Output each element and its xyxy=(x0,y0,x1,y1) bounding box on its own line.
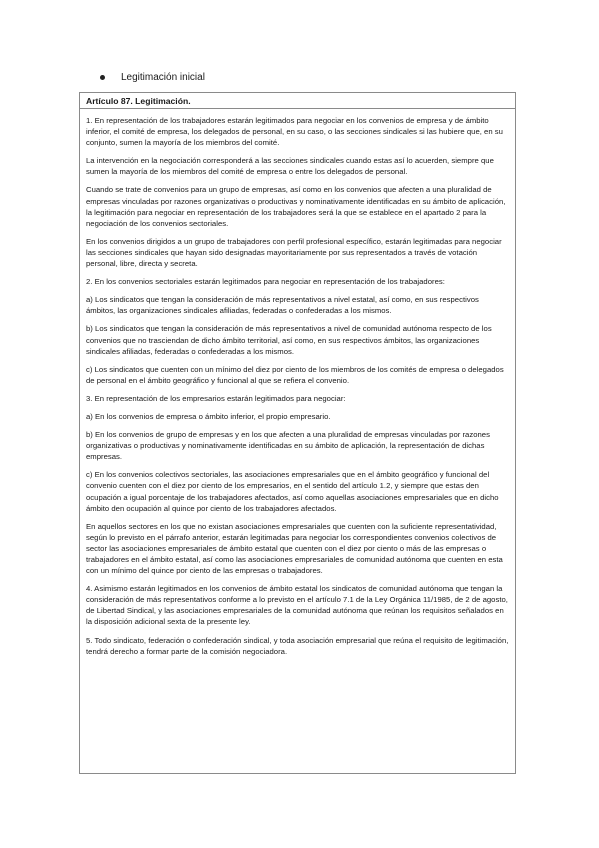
paragraph: 2. En los convenios sectoriales estarán legitimados para negociar en representación de los trabajadores: xyxy=(86,277,445,287)
paragraph: c) Los sindicatos que cuenten con un mínimo del diez por ciento de los miembros de los comités de empresa o delegados de personal en el ámbito geográfico y funcional al que se refiera el convenio. xyxy=(86,364,504,385)
paragraph: 1. En representación de los trabajadores estarán legitimados para negociar en los convenios de empresa y de ámbito inferior, el comité de empresa, los delegados de personal, en su caso, o las secciones sindicales si las hubiere que, en su conjunto, sumen la mayoría de los miembros del comité. xyxy=(86,116,503,148)
paragraph: En los convenios dirigidos a un grupo de trabajadores con perfil profesional específico, estarán legitimadas para negociar las secciones sindicales que hayan sido designadas mayoritariamente por sus representados a través de votación personal, libre, directa y secreta. xyxy=(86,236,502,269)
bullet-item xyxy=(100,72,205,83)
article-box xyxy=(79,92,516,774)
paragraph: 4. Asimismo estarán legitimados en los convenios de ámbito estatal los sindicatos de comunidad autónoma que tengan la consideración de más representativos conforme a lo previsto en el artículo 7.1 de la Ley Orgánica 11/1985, de 2 de agosto, de Libertad Sindical, y las asociaciones empresariales de la comunidad autónoma que reúnan los requisitos señalados en la disposición adicional sexta de la presente ley. xyxy=(86,584,508,627)
article-body xyxy=(80,109,515,657)
paragraph: La intervención en la negociación corresponderá a las secciones sindicales cuando estas así lo acuerden, siempre que sumen la mayoría de los miembros del comité de empresa o entre los delegados de personal. xyxy=(86,156,494,177)
paragraph: 3. En representación de los empresarios estarán legitimados para negociar: xyxy=(86,393,346,403)
paragraph: Cuando se trate de convenios para un grupo de empresas, así como en los convenios que afecten a una pluralidad de empresas vinculadas por razones organizativas o productivas y nominativamente identificadas en su ámbito de aplicación, la legitimación para negociar en representación de los trabajadores será la que se establece en el apartado 2 para la negociación de los convenios sectoriales. xyxy=(86,185,506,228)
paragraph: b) Los sindicatos que tengan la consideración de más representativos a nivel de comunidad autónoma respecto de los convenios que no trasciendan de dicho ámbito territorial, así como, en sus respectivos ámbitos, las organizaciones sindicales afiliadas, federadas o confederadas a los mismos. xyxy=(86,324,492,356)
paragraph: En aquellos sectores en los que no existan asociaciones empresariales que cuenten con la suficiente representatividad, según lo previsto en el párrafo anterior, estarán legitimadas para negociar los correspondientes convenios colectivos de sector las asociaciones empresariales de ámbito estatal que cuenten con el diez por ciento o más de las empresas o trabajadores en el ámbito estatal, así como las asociaciones empresariales de comunidad autónoma que cuenten en esta con un mínimo del quince por ciento de las empresas o trabajadores. xyxy=(86,521,503,576)
bullet-icon xyxy=(100,75,105,80)
article-title: Artículo 87. Legitimación. xyxy=(80,93,515,109)
paragraph: c) En los convenios colectivos sectoriales, las asociaciones empresariales que en el ámbito geográfico y funcional del convenio cuenten con el diez por ciento de los empresarios, en el sentido del artículo 1.2, y siempre que estas den ocupación a igual porcentaje de los trabajadores afectados, así como aquellas asociaciones empresariales que en dicho ámbito den ocupación al quince por ciento de los trabajadores afectados. xyxy=(86,470,499,513)
paragraph: a) En los convenios de empresa o ámbito inferior, el propio empresario. xyxy=(86,411,331,421)
paragraph: 5. Todo sindicato, federación o confederación sindical, y toda asociación empresarial que reúna el requisito de legitimación, tendrá derecho a formar parte de la comisión negociadora. xyxy=(86,635,509,656)
paragraph: a) Los sindicatos que tengan la consideración de más representativos a nivel estatal, así como, en sus respectivos ámbitos, las organizaciones sindicales afiliadas, federadas o confederadas a los mismos. xyxy=(86,295,479,316)
bullet-label: Legitimación inicial xyxy=(121,72,205,83)
paragraph: b) En los convenios de grupo de empresas y en los que afecten a una pluralidad de empresas vinculadas por razones organizativas o productivas y nominativamente identificadas en su ámbito de aplicación, la representación de dichas empresas. xyxy=(86,430,490,462)
